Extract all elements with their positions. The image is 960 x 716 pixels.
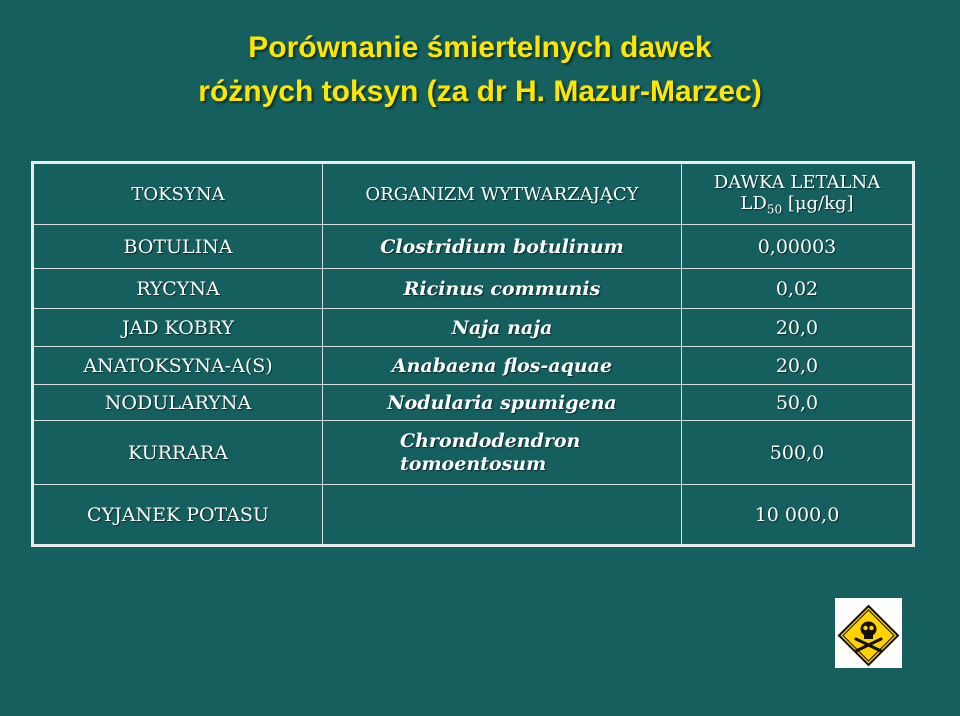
toxic-hazard-icon: [835, 598, 902, 668]
cell-toxin: ANATOKSYNA-A(S): [83, 354, 273, 377]
table-row: [33, 269, 914, 309]
header-dose: [682, 163, 914, 225]
header-dose-ld: LD: [740, 192, 767, 214]
cell-organism: Anabaena flos-aquae: [323, 347, 682, 385]
table-row: [33, 385, 914, 421]
table-row: [33, 309, 914, 347]
cell-toxin: RYCYNA: [136, 277, 220, 300]
table-row: [33, 225, 914, 269]
cell-organism: Clostridium botulinum: [323, 225, 682, 269]
cell-organism-line1: Chrondodendron: [400, 429, 581, 452]
cell-dose: 20,0: [682, 309, 914, 347]
cell-organism: [323, 485, 682, 546]
cell-toxin: KURRARA: [128, 441, 228, 464]
header-dose-sub: 50: [766, 202, 783, 217]
cell-dose: 50,0: [682, 385, 914, 421]
title-line-1: Porównanie śmiertelnych dawek: [248, 31, 712, 64]
table-row: [33, 347, 914, 385]
cell-dose: 0,00003: [682, 225, 914, 269]
cell-organism-line2: tomoentosum: [400, 452, 547, 475]
cell-organism: Ricinus communis: [323, 269, 682, 309]
header-dose-unit: [μg/kg]: [782, 192, 854, 214]
cell-dose: 500,0: [682, 421, 914, 485]
header-dose-line2: [682, 193, 912, 217]
slide-title: [0, 26, 960, 114]
table-header-row: [33, 163, 914, 225]
toxin-table: [31, 161, 915, 547]
cell-dose: 10 000,0: [682, 485, 914, 546]
header-toxin: TOKSYNA: [131, 183, 225, 205]
table-row: [33, 485, 914, 546]
cell-organism: Nodularia spumigena: [323, 385, 682, 421]
table-row: [33, 421, 914, 485]
cell-toxin: CYJANEK POTASU: [87, 503, 269, 526]
title-line-2: różnych toksyn (za dr H. Mazur-Marzec): [198, 75, 762, 108]
cell-dose: 0,02: [682, 269, 914, 309]
cell-organism: [323, 421, 682, 485]
cell-toxin: JAD KOBRY: [121, 316, 235, 339]
cell-organism: Naja naja: [323, 309, 682, 347]
cell-toxin: NODULARYNA: [104, 391, 252, 414]
cell-toxin: BOTULINA: [123, 235, 233, 258]
header-organism: ORGANIZM WYTWARZAJĄCY: [323, 163, 682, 225]
header-dose-line1: DAWKA LETALNA: [713, 171, 881, 193]
cell-dose: 20,0: [682, 347, 914, 385]
